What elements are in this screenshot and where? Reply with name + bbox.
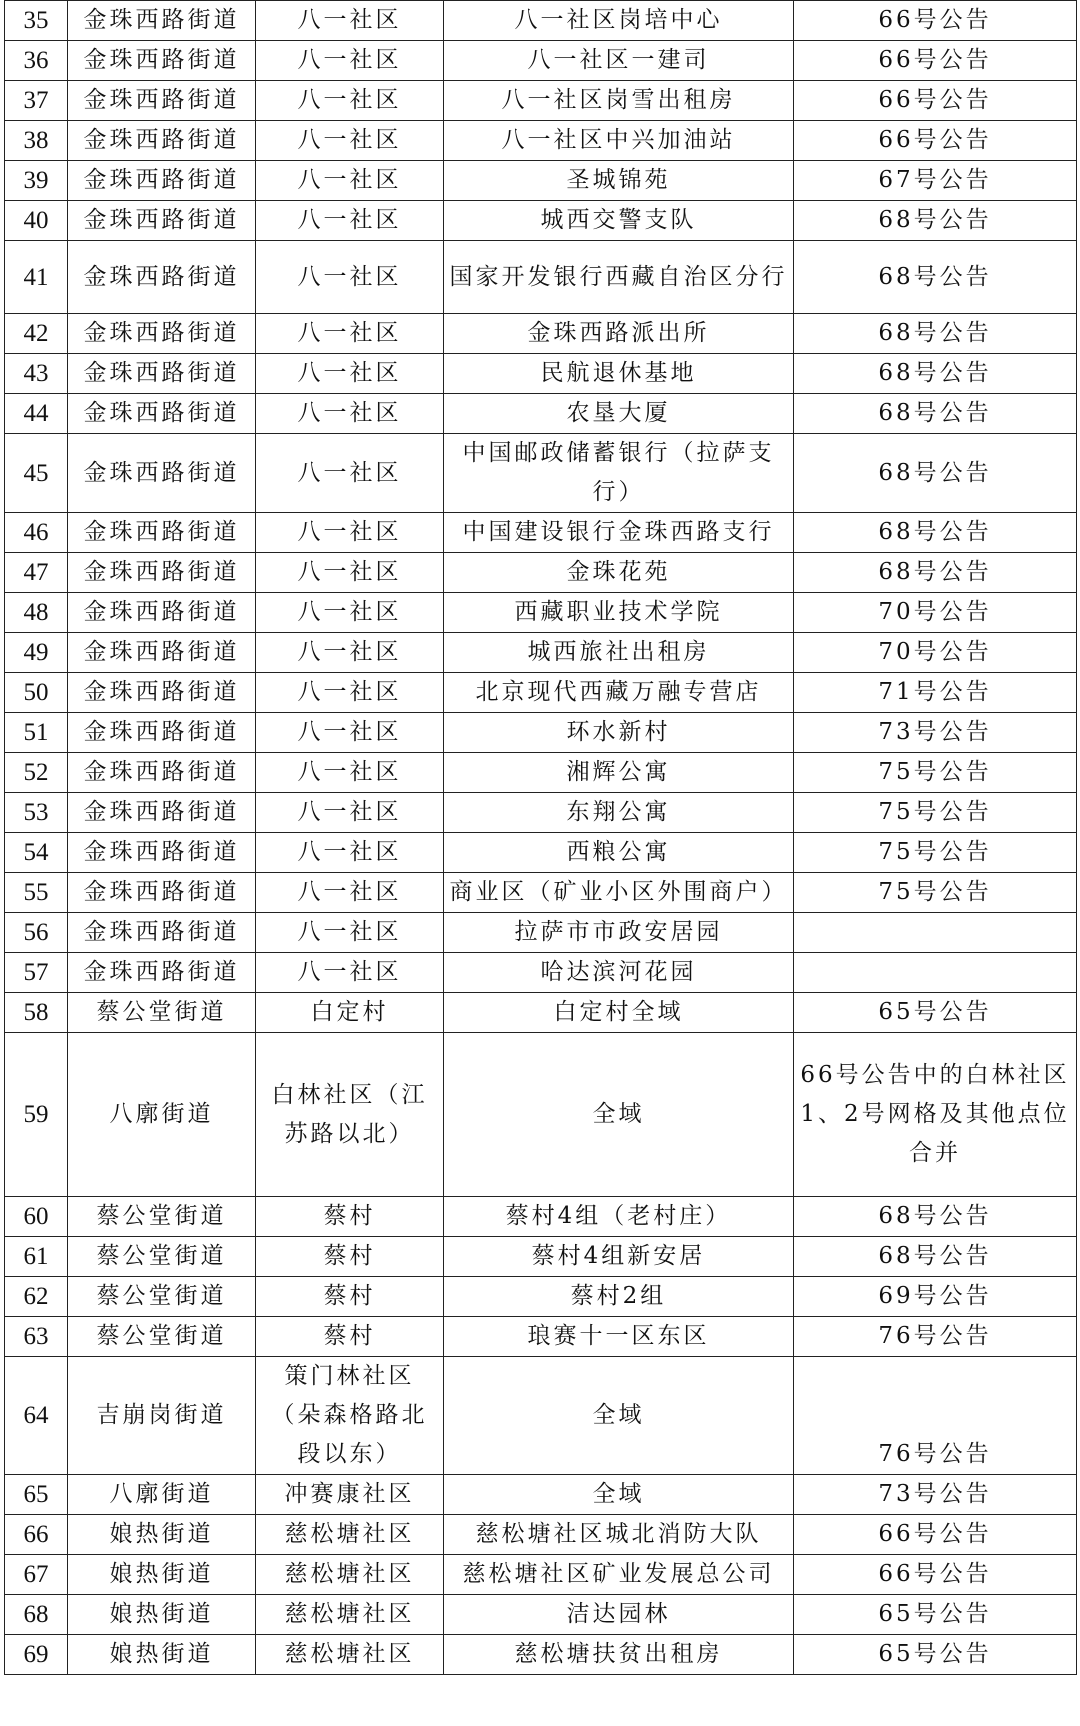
- cell-street: 金珠西路街道: [68, 121, 256, 161]
- cell-location: 八一社区中兴加油站: [444, 121, 794, 161]
- table-row: [5, 81, 1077, 121]
- cell-street: 金珠西路街道: [68, 793, 256, 833]
- cell-location: 琅赛十一区东区: [444, 1317, 794, 1357]
- cell-notice: 68号公告: [794, 1197, 1077, 1237]
- cell-street: 金珠西路街道: [68, 513, 256, 553]
- notice-table: [4, 0, 1077, 1675]
- cell-notice: 75号公告: [794, 873, 1077, 913]
- cell-notice: [794, 913, 1077, 953]
- cell-location: 城西旅社出租房: [444, 633, 794, 673]
- cell-street: 金珠西路街道: [68, 241, 256, 314]
- table-row: [5, 873, 1077, 913]
- cell-location: 蔡村4组新安居: [444, 1237, 794, 1277]
- cell-number: 60: [5, 1197, 68, 1237]
- cell-notice: 68号公告: [794, 394, 1077, 434]
- cell-location: 慈松塘扶贫出租房: [444, 1635, 794, 1675]
- table-row: [5, 1317, 1077, 1357]
- cell-location: 洁达园林: [444, 1595, 794, 1635]
- cell-notice: 66号公告: [794, 41, 1077, 81]
- cell-street: 金珠西路街道: [68, 434, 256, 513]
- cell-street: 金珠西路街道: [68, 713, 256, 753]
- table-row: [5, 713, 1077, 753]
- cell-number: 42: [5, 314, 68, 354]
- cell-community: 八一社区: [256, 913, 444, 953]
- cell-community: 八一社区: [256, 673, 444, 713]
- cell-notice: 76号公告: [794, 1357, 1077, 1475]
- cell-notice: 66号公告: [794, 81, 1077, 121]
- cell-community: 八一社区: [256, 354, 444, 394]
- cell-community: 八一社区: [256, 161, 444, 201]
- cell-notice: 73号公告: [794, 713, 1077, 753]
- table-row: [5, 121, 1077, 161]
- cell-number: 51: [5, 713, 68, 753]
- cell-community: 慈松塘社区: [256, 1595, 444, 1635]
- cell-community: 八一社区: [256, 833, 444, 873]
- cell-number: 62: [5, 1277, 68, 1317]
- table-row: [5, 1237, 1077, 1277]
- cell-location: 商业区（矿业小区外围商户）: [444, 873, 794, 913]
- cell-street: 金珠西路街道: [68, 41, 256, 81]
- cell-number: 46: [5, 513, 68, 553]
- cell-location: 全域: [444, 1033, 794, 1197]
- cell-number: 65: [5, 1475, 68, 1515]
- cell-street: 蔡公堂街道: [68, 1197, 256, 1237]
- cell-location: 东翔公寓: [444, 793, 794, 833]
- cell-number: 68: [5, 1595, 68, 1635]
- cell-community: 八一社区: [256, 953, 444, 993]
- cell-street: 金珠西路街道: [68, 593, 256, 633]
- cell-notice: [794, 953, 1077, 993]
- cell-street: 金珠西路街道: [68, 673, 256, 713]
- cell-location: 蔡村2组: [444, 1277, 794, 1317]
- table-row: [5, 673, 1077, 713]
- cell-street: 金珠西路街道: [68, 553, 256, 593]
- cell-notice: 68号公告: [794, 553, 1077, 593]
- cell-number: 41: [5, 241, 68, 314]
- cell-number: 57: [5, 953, 68, 993]
- cell-street: 八廓街道: [68, 1475, 256, 1515]
- cell-location: 农垦大厦: [444, 394, 794, 434]
- cell-location: 北京现代西藏万融专营店: [444, 673, 794, 713]
- cell-community: 八一社区: [256, 81, 444, 121]
- cell-community: 慈松塘社区: [256, 1635, 444, 1675]
- cell-notice: 70号公告: [794, 593, 1077, 633]
- cell-number: 58: [5, 993, 68, 1033]
- table-row: [5, 993, 1077, 1033]
- cell-location: 中国建设银行金珠西路支行: [444, 513, 794, 553]
- cell-community: 八一社区: [256, 713, 444, 753]
- cell-community: 八一社区: [256, 553, 444, 593]
- table-row: [5, 314, 1077, 354]
- table-row: [5, 354, 1077, 394]
- cell-street: 金珠西路街道: [68, 913, 256, 953]
- cell-community: 八一社区: [256, 593, 444, 633]
- table-row: [5, 1357, 1077, 1475]
- cell-street: 娘热街道: [68, 1555, 256, 1595]
- table-row: [5, 513, 1077, 553]
- cell-notice: 66号公告: [794, 121, 1077, 161]
- cell-number: 64: [5, 1357, 68, 1475]
- cell-community: 策门林社区（朵森格路北段以东）: [256, 1357, 444, 1475]
- cell-community: 八一社区: [256, 513, 444, 553]
- cell-notice: 68号公告: [794, 201, 1077, 241]
- cell-location: 金珠西路派出所: [444, 314, 794, 354]
- cell-location: 全域: [444, 1357, 794, 1475]
- cell-community: 慈松塘社区: [256, 1515, 444, 1555]
- cell-number: 55: [5, 873, 68, 913]
- cell-community: 慈松塘社区: [256, 1555, 444, 1595]
- cell-number: 40: [5, 201, 68, 241]
- cell-location: 八一社区岗培中心: [444, 1, 794, 41]
- cell-notice: 66号公告: [794, 1515, 1077, 1555]
- cell-street: 吉崩岗街道: [68, 1357, 256, 1475]
- cell-community: 白林社区（江苏路以北）: [256, 1033, 444, 1197]
- cell-community: 八一社区: [256, 434, 444, 513]
- cell-community: 八一社区: [256, 753, 444, 793]
- cell-notice: 76号公告: [794, 1317, 1077, 1357]
- table-row: [5, 553, 1077, 593]
- cell-community: 八一社区: [256, 394, 444, 434]
- cell-number: 53: [5, 793, 68, 833]
- cell-community: 八一社区: [256, 633, 444, 673]
- cell-community: 蔡村: [256, 1317, 444, 1357]
- table-row: [5, 1475, 1077, 1515]
- table-row: [5, 793, 1077, 833]
- cell-number: 52: [5, 753, 68, 793]
- cell-number: 39: [5, 161, 68, 201]
- table-row: [5, 1595, 1077, 1635]
- cell-street: 蔡公堂街道: [68, 993, 256, 1033]
- cell-community: 蔡村: [256, 1197, 444, 1237]
- cell-notice: 65号公告: [794, 1595, 1077, 1635]
- cell-street: 金珠西路街道: [68, 1, 256, 41]
- cell-location: 八一社区岗雪出租房: [444, 81, 794, 121]
- cell-notice: 68号公告: [794, 1237, 1077, 1277]
- cell-location: 金珠花苑: [444, 553, 794, 593]
- cell-street: 金珠西路街道: [68, 394, 256, 434]
- cell-community: 蔡村: [256, 1277, 444, 1317]
- cell-location: 中国邮政储蓄银行（拉萨支行）: [444, 434, 794, 513]
- cell-notice: 68号公告: [794, 241, 1077, 314]
- cell-number: 37: [5, 81, 68, 121]
- cell-notice: 66号公告: [794, 1555, 1077, 1595]
- cell-location: 西粮公寓: [444, 833, 794, 873]
- cell-community: 八一社区: [256, 41, 444, 81]
- cell-street: 金珠西路街道: [68, 953, 256, 993]
- cell-location: 圣城锦苑: [444, 161, 794, 201]
- cell-number: 50: [5, 673, 68, 713]
- table-row: [5, 41, 1077, 81]
- cell-street: 金珠西路街道: [68, 161, 256, 201]
- cell-location: 西藏职业技术学院: [444, 593, 794, 633]
- cell-notice: 65号公告: [794, 993, 1077, 1033]
- cell-community: 蔡村: [256, 1237, 444, 1277]
- cell-location: 拉萨市市政安居园: [444, 913, 794, 953]
- table-row: [5, 1635, 1077, 1675]
- cell-number: 47: [5, 553, 68, 593]
- table-row: [5, 1197, 1077, 1237]
- cell-number: 67: [5, 1555, 68, 1595]
- cell-street: 金珠西路街道: [68, 201, 256, 241]
- table-row: [5, 753, 1077, 793]
- cell-notice: 68号公告: [794, 354, 1077, 394]
- table-row: [5, 1277, 1077, 1317]
- cell-number: 45: [5, 434, 68, 513]
- cell-street: 蔡公堂街道: [68, 1277, 256, 1317]
- cell-notice: 68号公告: [794, 434, 1077, 513]
- table-row: [5, 1, 1077, 41]
- cell-location: 湘辉公寓: [444, 753, 794, 793]
- cell-number: 61: [5, 1237, 68, 1277]
- cell-notice: 68号公告: [794, 513, 1077, 553]
- cell-location: 城西交警支队: [444, 201, 794, 241]
- cell-location: 慈松塘社区矿业发展总公司: [444, 1555, 794, 1595]
- table-row: [5, 1555, 1077, 1595]
- cell-location: 哈达滨河花园: [444, 953, 794, 993]
- cell-number: 63: [5, 1317, 68, 1357]
- table-row: [5, 434, 1077, 513]
- cell-notice: 71号公告: [794, 673, 1077, 713]
- cell-number: 35: [5, 1, 68, 41]
- cell-community: 八一社区: [256, 314, 444, 354]
- cell-street: 蔡公堂街道: [68, 1237, 256, 1277]
- cell-number: 66: [5, 1515, 68, 1555]
- cell-community: 八一社区: [256, 873, 444, 913]
- cell-number: 48: [5, 593, 68, 633]
- cell-number: 59: [5, 1033, 68, 1197]
- cell-notice: 69号公告: [794, 1277, 1077, 1317]
- table-row: [5, 161, 1077, 201]
- cell-location: 白定村全域: [444, 993, 794, 1033]
- cell-street: 娘热街道: [68, 1635, 256, 1675]
- cell-street: 娘热街道: [68, 1515, 256, 1555]
- cell-street: 金珠西路街道: [68, 633, 256, 673]
- cell-location: 民航退休基地: [444, 354, 794, 394]
- table-row: [5, 633, 1077, 673]
- cell-street: 娘热街道: [68, 1595, 256, 1635]
- cell-community: 八一社区: [256, 121, 444, 161]
- cell-street: 金珠西路街道: [68, 81, 256, 121]
- cell-community: 八一社区: [256, 241, 444, 314]
- cell-location: 全域: [444, 1475, 794, 1515]
- cell-community: 八一社区: [256, 793, 444, 833]
- table-row: [5, 1033, 1077, 1197]
- cell-notice: 75号公告: [794, 753, 1077, 793]
- table-row: [5, 833, 1077, 873]
- cell-number: 43: [5, 354, 68, 394]
- cell-street: 金珠西路街道: [68, 833, 256, 873]
- cell-location: 蔡村4组（老村庄）: [444, 1197, 794, 1237]
- cell-notice: 68号公告: [794, 314, 1077, 354]
- cell-notice: 75号公告: [794, 833, 1077, 873]
- cell-location: 环水新村: [444, 713, 794, 753]
- table-row: [5, 953, 1077, 993]
- cell-community: 白定村: [256, 993, 444, 1033]
- cell-number: 69: [5, 1635, 68, 1675]
- cell-location: 国家开发银行西藏自治区分行: [444, 241, 794, 314]
- table-row: [5, 241, 1077, 314]
- cell-notice: 73号公告: [794, 1475, 1077, 1515]
- cell-street: 金珠西路街道: [68, 873, 256, 913]
- cell-community: 八一社区: [256, 1, 444, 41]
- table-row: [5, 593, 1077, 633]
- cell-location: 八一社区一建司: [444, 41, 794, 81]
- cell-notice: 66号公告: [794, 1, 1077, 41]
- cell-notice: 67号公告: [794, 161, 1077, 201]
- cell-street: 金珠西路街道: [68, 753, 256, 793]
- cell-street: 金珠西路街道: [68, 354, 256, 394]
- cell-community: 冲赛康社区: [256, 1475, 444, 1515]
- table-row: [5, 913, 1077, 953]
- cell-community: 八一社区: [256, 201, 444, 241]
- cell-number: 56: [5, 913, 68, 953]
- cell-notice: 75号公告: [794, 793, 1077, 833]
- table-row: [5, 1515, 1077, 1555]
- cell-number: 38: [5, 121, 68, 161]
- cell-street: 金珠西路街道: [68, 314, 256, 354]
- cell-street: 八廓街道: [68, 1033, 256, 1197]
- cell-notice: 66号公告中的白林社区1、2号网格及其他点位合并: [794, 1033, 1077, 1197]
- cell-number: 54: [5, 833, 68, 873]
- cell-number: 49: [5, 633, 68, 673]
- cell-notice: 70号公告: [794, 633, 1077, 673]
- cell-notice: 65号公告: [794, 1635, 1077, 1675]
- table-row: [5, 201, 1077, 241]
- cell-number: 36: [5, 41, 68, 81]
- cell-number: 44: [5, 394, 68, 434]
- table-row: [5, 394, 1077, 434]
- cell-location: 慈松塘社区城北消防大队: [444, 1515, 794, 1555]
- cell-street: 蔡公堂街道: [68, 1317, 256, 1357]
- table-body: [5, 1, 1077, 1675]
